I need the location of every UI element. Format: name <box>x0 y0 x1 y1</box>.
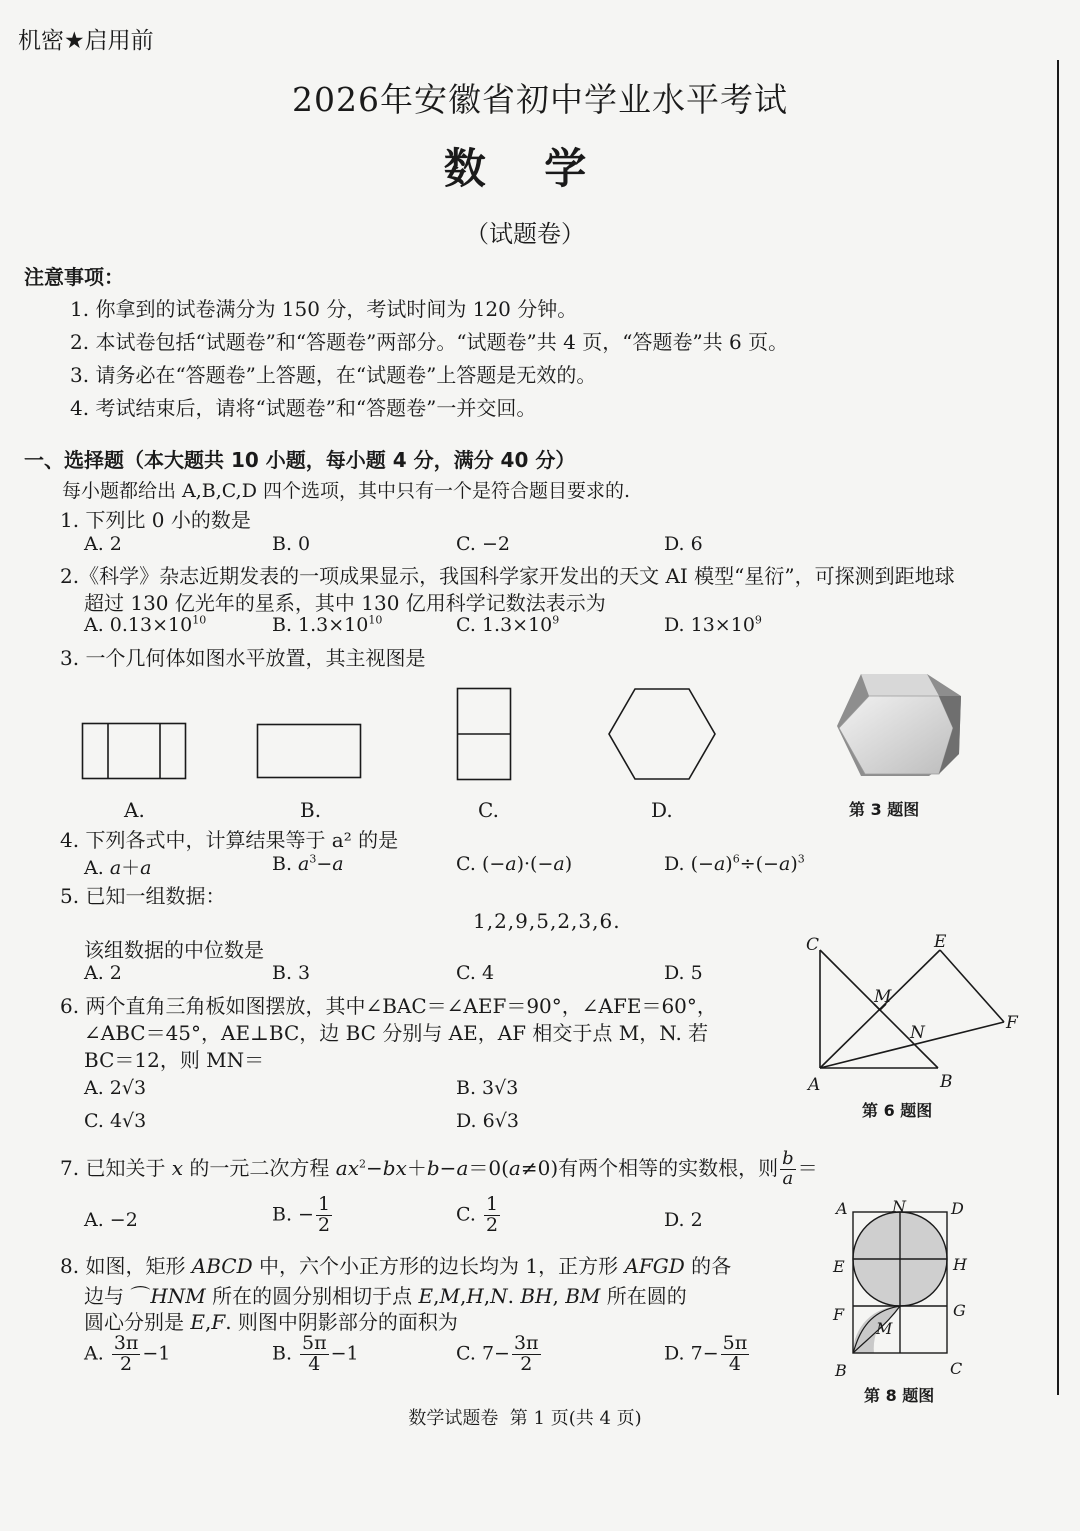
q2-option-b: B. $1.3\times 10^{10}$ <box>272 613 383 636</box>
q3-option-c-figure <box>457 688 511 780</box>
question-6-line2: ∠ABC＝45°，AE⊥BC，边 BC 分别与 AE，AF 相交于点 M，N. 若 <box>84 1021 709 1045</box>
q5-question: 该组数据的中位数是 <box>84 938 264 962</box>
q8-option-d: D. 7− $\frac{5\pi}{4}$ <box>664 1332 748 1375</box>
question-1-stem: 1. 下列比 0 小的数是 <box>60 508 251 532</box>
q5-option-b: B. 3 <box>272 962 311 984</box>
q4-option-b: B. $a^3-a$ <box>272 852 344 875</box>
q6-point-f: F <box>1006 1013 1018 1033</box>
note-item: 2. 本试卷包括“试题卷”和“答题卷”两部分。“试题卷”共 4 页，“答题卷”共 6 页。 <box>70 330 789 354</box>
question-4-stem: 4. 下列各式中，计算结果等于 a² 的是 <box>60 828 399 852</box>
q7-option-d: D. 2 <box>664 1209 703 1231</box>
note-item: 4. 考试结束后，请将“试题卷”和“答题卷”一并交回。 <box>70 396 537 420</box>
q8-point-b: B <box>835 1361 847 1380</box>
q4-option-d: D. $(-a)^6\div(-a)^3$ <box>664 852 805 875</box>
question-6-line1: 6. 两个直角三角板如图摆放，其中∠BAC＝∠AEF＝90°，∠AFE＝60°， <box>60 994 717 1018</box>
confidential-label: 机密★启用前 <box>18 28 154 54</box>
q8-point-g: G <box>953 1301 966 1320</box>
q1-option-c: C. −2 <box>456 533 510 555</box>
q8-point-f: F <box>833 1305 845 1324</box>
q8-figure-caption: 第 8 题图 <box>864 1386 935 1405</box>
q8-point-n: N <box>892 1197 906 1216</box>
question-3-stem: 3. 一个几何体如图水平放置，其主视图是 <box>60 646 426 670</box>
q6-option-d: D. 6√3 <box>456 1110 519 1132</box>
q8-point-e: E <box>833 1257 845 1276</box>
q2-option-c: C. $1.3\times 10^9$ <box>456 613 560 636</box>
q6-option-a: A. 2√3 <box>84 1077 147 1099</box>
question-8-line3: 圆心分别是 E,F. 则图中阴影部分的面积为 <box>84 1310 458 1334</box>
q1-option-a: A. 2 <box>84 533 122 555</box>
binding-line <box>1057 60 1059 1395</box>
note-item: 1. 你拿到的试卷满分为 150 分，考试时间为 120 分钟。 <box>70 297 578 321</box>
q1-option-d: D. 6 <box>664 533 703 555</box>
q8-point-h: H <box>953 1255 967 1274</box>
q8-option-c: C. 7− $\frac{3\pi}{2}$ <box>456 1332 539 1375</box>
q5-option-d: D. 5 <box>664 962 703 984</box>
q3-option-a-figure <box>82 723 186 779</box>
q6-point-e: E <box>934 932 947 952</box>
q3-label-b: B. <box>300 798 322 822</box>
q3-figure-caption: 第 3 题图 <box>849 800 920 819</box>
question-8-line1: 8. 如图，矩形 ABCD 中，六个小正方形的边长均为 1，正方形 AFGD 的各 <box>60 1254 732 1278</box>
q8-option-b: B. $\frac{5\pi}{4}$ −1 <box>272 1332 359 1375</box>
q3-solid-figure <box>835 666 963 778</box>
q6-point-c: C <box>806 935 820 955</box>
page-footer: 数学试题卷 第 1 页(共 4 页) <box>408 1408 642 1429</box>
q4-option-c: C. (−a)·(−a) <box>456 853 573 875</box>
question-5-stem: 5. 已知一组数据： <box>60 884 226 908</box>
q8-point-a: A <box>836 1199 848 1218</box>
section-heading: 一、选择题（本大题共 10 小题，每小题 4 分，满分 40 分） <box>24 448 576 472</box>
question-8-line2: 边与 ⌒HNM 所在的圆分别相切于点 E,M,H,N. BH, BM 所在圆的 <box>84 1284 687 1308</box>
q7-option-a: A. −2 <box>84 1209 138 1231</box>
q6-figure-caption: 第 6 题图 <box>862 1101 933 1120</box>
q6-option-b: B. 3√3 <box>456 1077 519 1099</box>
q6-point-b: B <box>940 1072 953 1092</box>
q8-rectangle-figure <box>826 1192 986 1388</box>
q5-option-a: A. 2 <box>84 962 122 984</box>
q3-option-d-figure <box>608 688 716 780</box>
q7-option-b: B. − $\frac{1}{2}$ <box>272 1193 331 1236</box>
q6-option-c: C. 4√3 <box>84 1110 147 1132</box>
q5-option-c: C. 4 <box>456 962 495 984</box>
exam-title: 2026年安徽省初中学业水平考试 <box>292 80 788 119</box>
subject-title: 数 学 <box>443 144 587 193</box>
q3-option-b-figure <box>257 724 361 778</box>
q3-label-d: D. <box>651 798 673 822</box>
q2-option-a: A. $0.13\times 10^{10}$ <box>84 613 207 636</box>
q6-triangle-figure <box>800 930 1040 1100</box>
note-item: 3. 请务必在“答题卷”上答题，在“试题卷”上答题是无效的。 <box>70 363 597 387</box>
q8-option-a: A. $\frac{3\pi}{2}$ −1 <box>84 1332 171 1375</box>
q3-label-a: A. <box>124 798 145 822</box>
q6-point-a: A <box>808 1075 821 1095</box>
q2-option-d: D. $13\times 10^9$ <box>664 613 762 636</box>
q6-point-m: M <box>874 987 892 1007</box>
q7-option-c: C. $\frac{1}{2}$ <box>456 1193 499 1236</box>
q6-point-n: N <box>910 1023 925 1043</box>
paper-type: （试题卷） <box>465 220 585 248</box>
q8-point-m: M <box>876 1319 893 1338</box>
question-6-line3: BC＝12，则 MN＝ <box>84 1048 265 1072</box>
q8-point-d: D <box>951 1199 964 1218</box>
q8-point-c: C <box>950 1359 963 1378</box>
q3-label-c: C. <box>478 798 499 822</box>
q1-option-b: B. 0 <box>272 533 311 555</box>
question-7-stem: 7. 已知关于 x 的一元二次方程 $ax^2-bx+b-a=0(a\ne 0)$有两个相等的实数根，则 $\frac{b}{a}$ ＝ <box>60 1148 818 1189</box>
q4-option-a: A. a＋a <box>84 857 152 879</box>
question-2-stem-line2: 超过 130 亿光年的星系，其中 130 亿用科学记数法表示为 <box>84 591 606 615</box>
section-instruction: 每小题都给出 A,B,C,D 四个选项，其中只有一个是符合题目要求的. <box>62 480 631 502</box>
question-2-stem-line1: 2.《科学》杂志近期发表的一项成果显示，我国科学家开发出的天文 AI 模型“星衍”，可探测到距地球 <box>60 564 955 588</box>
q5-data: 1,2,9,5,2,3,6. <box>473 909 621 933</box>
notes-heading: 注意事项： <box>24 265 124 289</box>
